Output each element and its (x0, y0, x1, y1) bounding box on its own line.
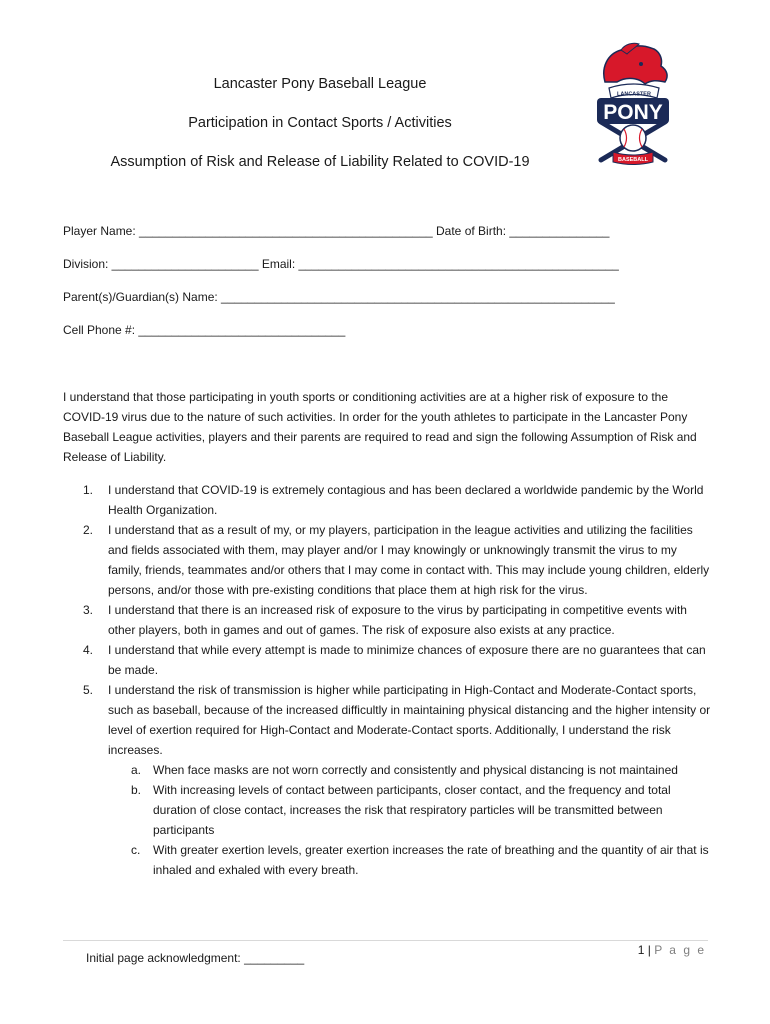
page-number: 1 | P a g e (637, 943, 706, 957)
league-title: Lancaster Pony Baseball League (213, 76, 427, 92)
list-item: 1. I understand that COVID-19 is extremely contagious and has been declared a worldwide pandemic by the World Health Organization. (83, 483, 704, 517)
logo-top-text: LANCASTER (617, 91, 651, 98)
division-email-field[interactable]: Division: ______________________ Email: ________________________________________________ (63, 257, 619, 271)
sublist-item: b. With increasing levels of contact between participants, closer contact, and the frequency and total duration of close contact, increases the risk that respiratory particles will be transmitted between participants (131, 783, 671, 837)
cell-phone-field[interactable]: Cell Phone #: _______________________________ (63, 323, 346, 337)
list-item: 5. I understand the risk of transmission is higher while participating in High-Contact and Moderate-Contact sports, such as baseball, because of the increased difficultly in maintaining physical distancing and the higher intensity or level of exertion required for High-Contact and Moderate-Contact sports. Additionally, I understand the risk increases. a. When face masks are not worn correctly and consistently and physical distancing is not maintained b. With increasing levels of contact between participants, closer contact, and the frequency and total duration of close contact, increases the risk that respiratory particles will be transmitted between participants c. With greater exertion levels, greater exertion increases the rate of breathing and the quantity of air that is inhaled and exhaled with every breath. (63, 680, 713, 880)
sublist-item: c. With greater exertion levels, greater exertion increases the rate of breathing and the quantity of air that is inhaled and exhaled with every breath. (131, 843, 709, 877)
player-name-dob-field[interactable]: Player Name: ____________________________________________ Date of Birth: _______________ (63, 224, 610, 238)
baseball-icon (620, 125, 646, 151)
document-heading: Assumption of Risk and Release of Liability Related to COVID-19 (110, 154, 530, 170)
list-item: 2. I understand that as a result of my, or my players, participation in the league activities and utilizing the facilities and fields associated with them, may player and/or I may knowingly or unknowingly transmit the virus to my family, friends, teammates and/or others that I may come in contact with. This may include young children, elderly persons, and/or those with pre-existing conditions that place them at high risk for the virus. (83, 523, 710, 597)
parent-guardian-field[interactable]: Parent(s)/Guardian(s) Name: ___________________________________________________________ (63, 290, 615, 304)
list-item: 3. I understand that there is an increased risk of exposure to the virus by participating in competitive events with other players, both in games and out of games. The risk of exposure also exists at any practice. (83, 603, 687, 637)
logo-bottom-text: BASEBALL (618, 157, 648, 163)
horse-head-icon (604, 46, 667, 84)
footer-divider (63, 940, 708, 941)
lancaster-pony-logo (583, 42, 683, 168)
risk-list (63, 480, 713, 880)
risk-sublist (108, 760, 713, 880)
sublist-item: a. When face masks are not worn correctly and consistently and physical distancing is not maintained (131, 763, 678, 777)
initial-acknowledgment-field[interactable]: Initial page acknowledgment: _________ (86, 951, 305, 965)
logo-main-text: PONY (603, 101, 663, 124)
intro-paragraph: I understand that those participating in youth sports or conditioning activities are at a higher risk of exposure to the COVID-19 virus due to the nature of such activities. In order for the youth athletes to participate in the Lancaster Pony Baseball League activities, players and their parents are required to read and sign the following Assumption of Risk and Release of Liability. (63, 390, 697, 464)
list-item: 4. I understand that while every attempt is made to minimize chances of exposure there are no guarantees that can be made. (83, 643, 706, 677)
document-subtitle: Participation in Contact Sports / Activities (188, 115, 452, 131)
